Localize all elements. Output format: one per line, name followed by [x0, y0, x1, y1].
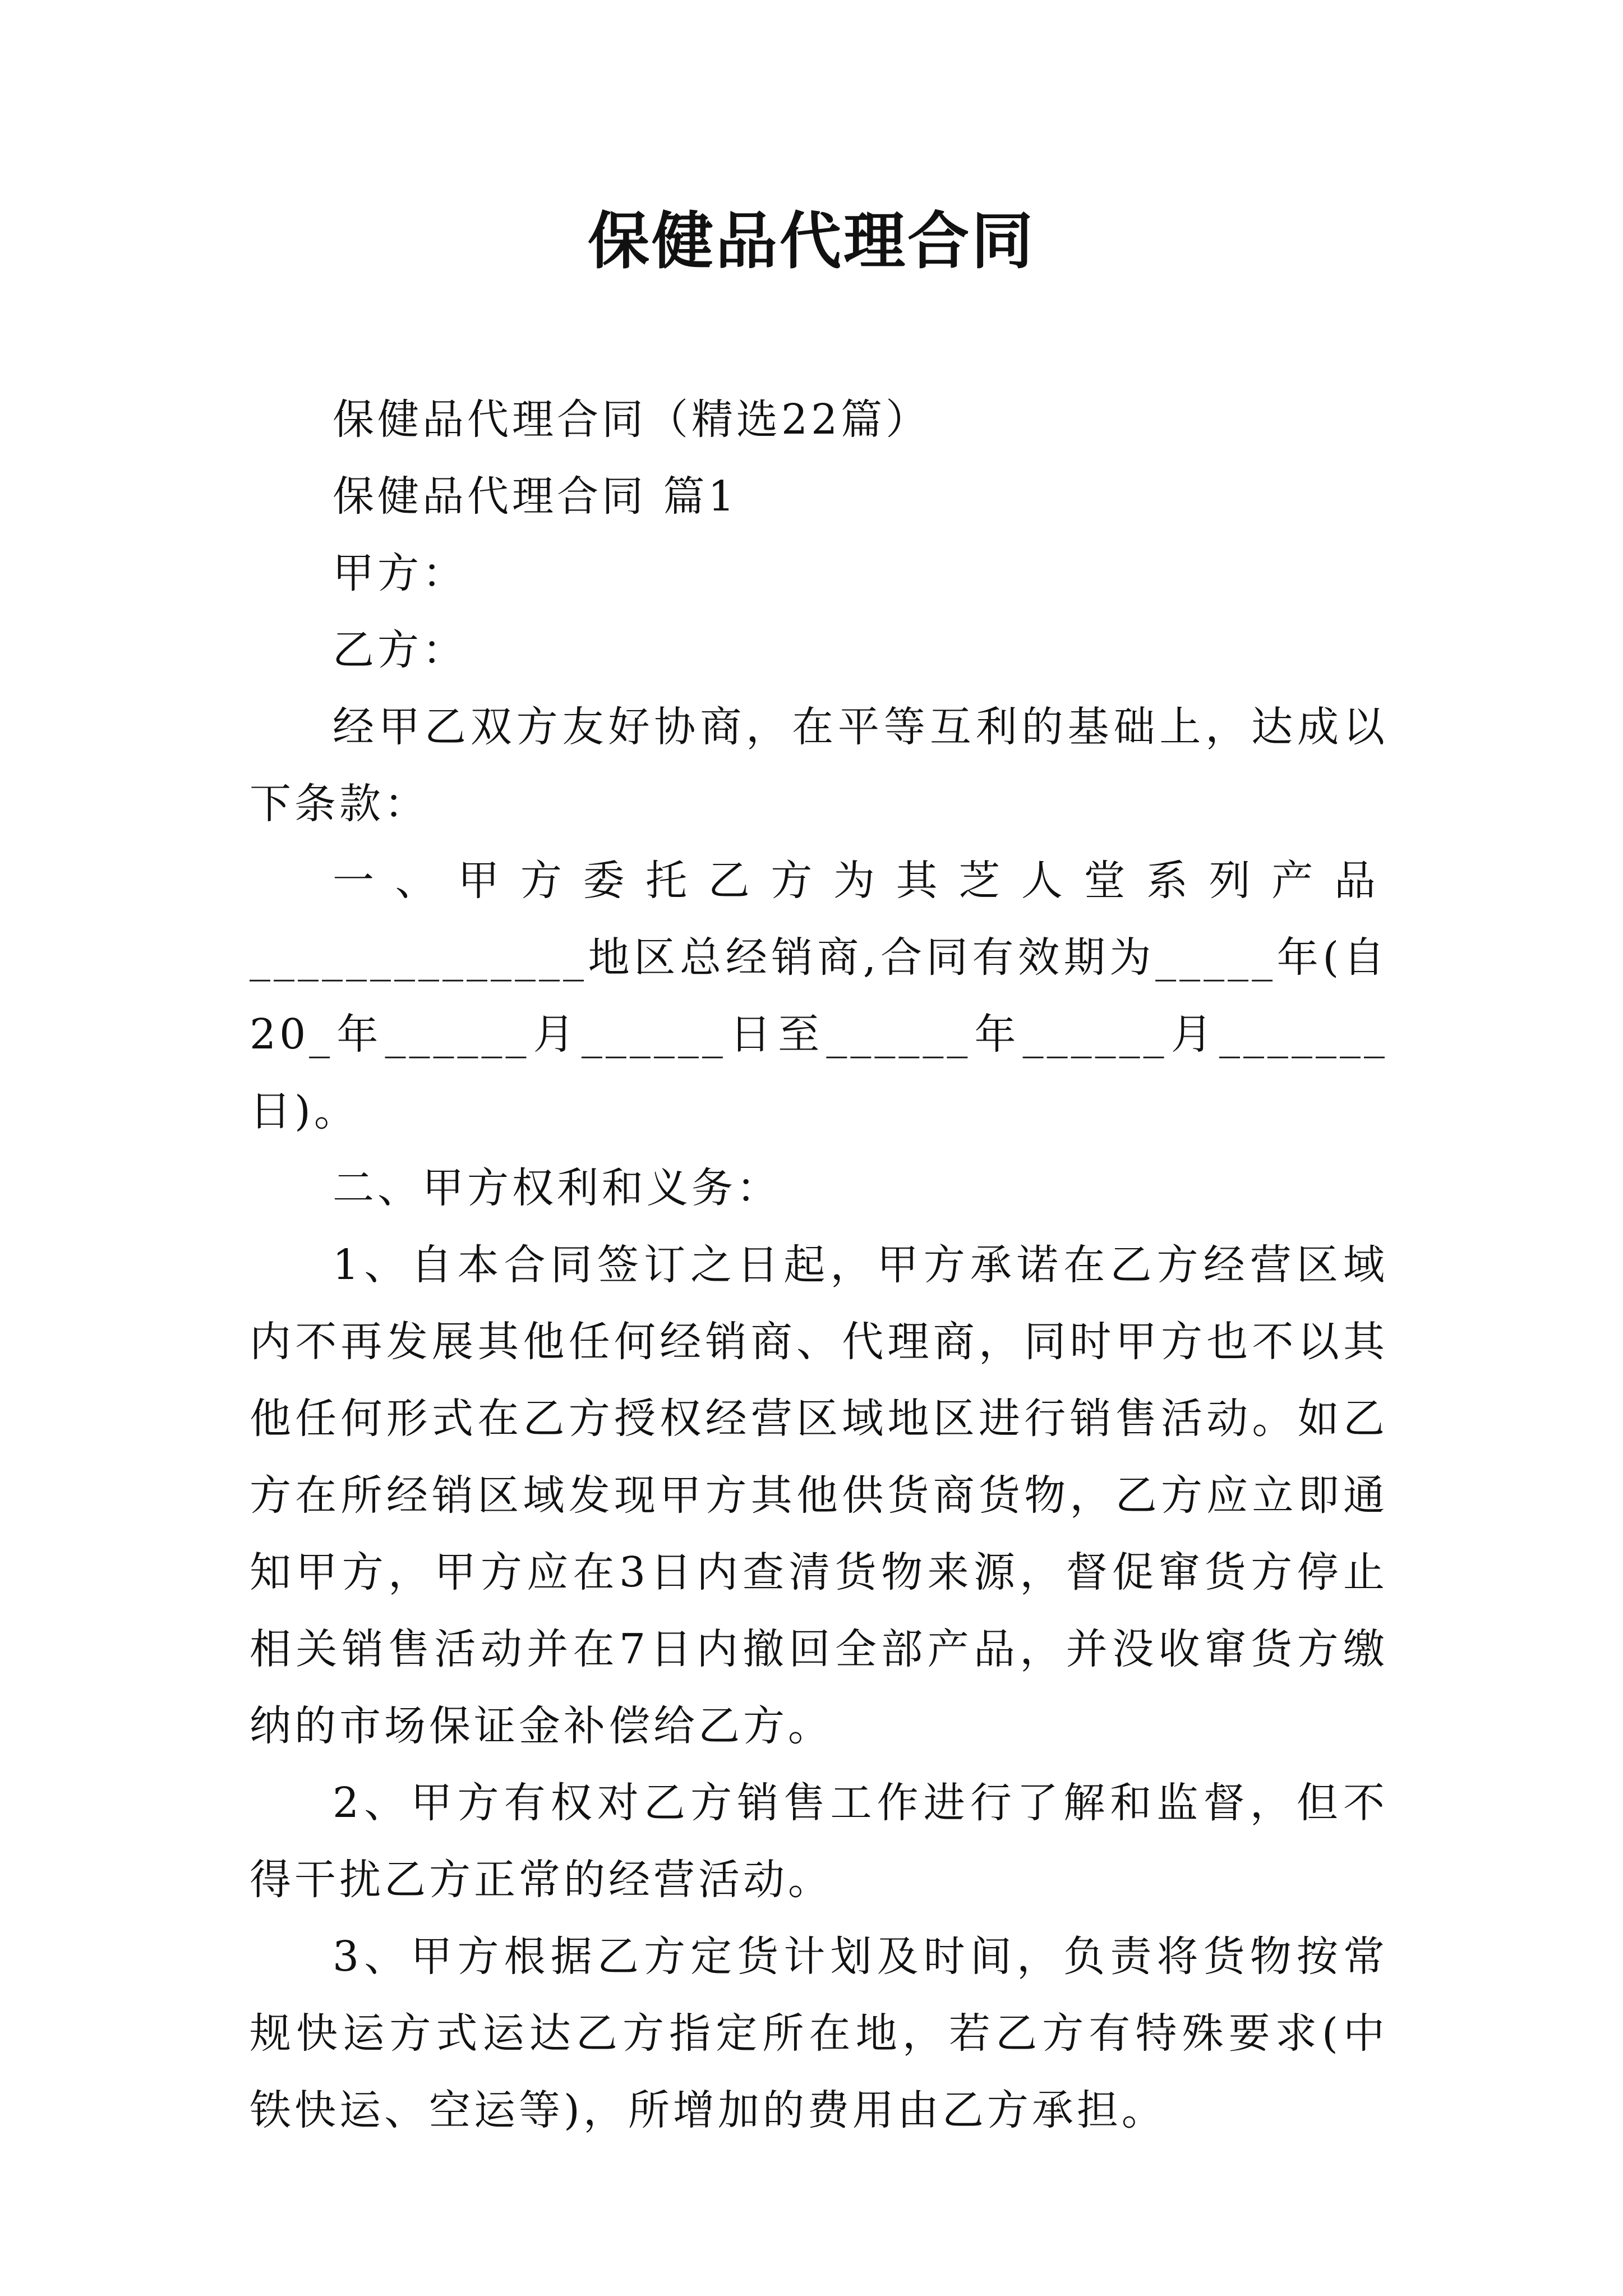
party-b-line: 乙方：: [333, 626, 467, 674]
document-body: [250, 381, 1388, 2149]
party-a-line: 甲方：: [333, 549, 467, 597]
preamble-paragraph: 经甲乙双方友好协商，在平等互利的基础上，达成以下条款：: [250, 703, 1388, 828]
section-heading: 保健品代理合同 篇1: [333, 472, 738, 521]
clause-2-item-2: 2、甲方有权对乙方销售工作进行了解和监督，但不得干扰乙方正常的经营活动。: [250, 1779, 1388, 1904]
document-title: 保健品代理合同: [588, 205, 1035, 277]
clause-2-item-1: 1、自本合同签订之日起，甲方承诺在乙方经营区域内不再发展其他任何经销商、代理商，同时甲方也不以其他任何形式在乙方授权经营区域地区进行销售活动。如乙方在所经销区域发现甲方其他供货商货物，乙方应立即通知甲方，甲方应在3日内查清货物来源，督促窜货方停止相关销售活动并在7日内撤回全部产品，并没收窜货方缴纳的市场保证金补偿给乙方。: [250, 1241, 1388, 1750]
clause-2-heading: 二、甲方权利和义务：: [333, 1164, 781, 1212]
document-subtitle: 保健品代理合同（精选22篇）: [333, 395, 931, 444]
clause-1-heading: 一、甲方委托乙方为其芝人堂系列产品: [333, 857, 1388, 905]
clause-1-body: ______________地区总经销商,合同有效期为_____年(自20_年______月______日至______年______月_______日)。: [250, 933, 1388, 1135]
clause-2-item-3: 3、甲方根据乙方定货计划及时间，负责将货物按常规快运方式运达乙方指定所在地，若乙方有特殊要求(中铁快运、空运等)，所增加的费用由乙方承担。: [250, 1932, 1388, 2134]
